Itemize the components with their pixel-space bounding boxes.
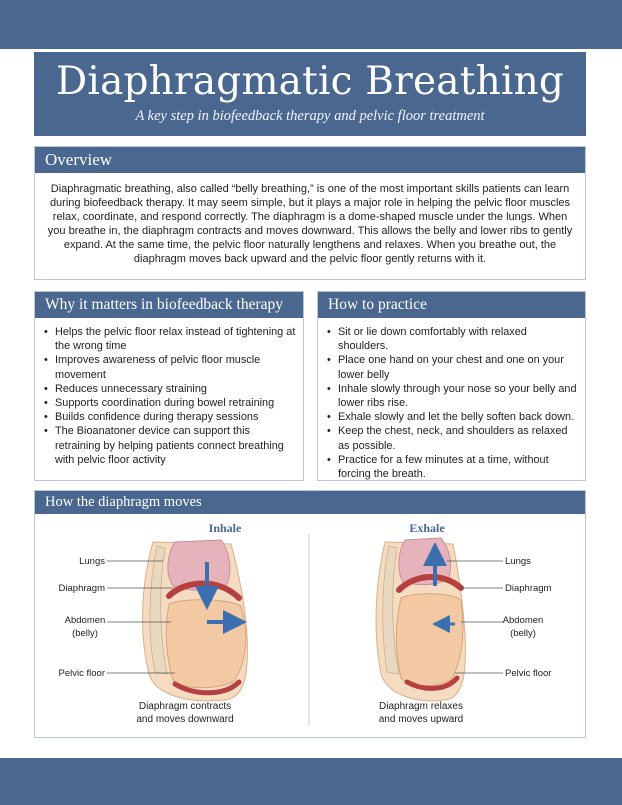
exhale-torso-figure — [376, 538, 465, 701]
why-heading: Why it matters in biofeedback therapy — [35, 292, 303, 318]
list-item: • Inhale slowly through your nose so your belly and lower ribs rise. — [327, 382, 579, 410]
inhale-caption-line2: and moves downward — [136, 714, 234, 725]
exhale-label-abdomen: Abdomen — [502, 615, 544, 626]
list-item: • Helps the pelvic floor relax instead of tightening at the wrong time — [44, 325, 297, 353]
list-item: • Supports coordination during bowel retraining — [44, 396, 297, 410]
exhale-label-lungs: Lungs — [505, 556, 531, 567]
inhale-label-lungs: Lungs — [79, 556, 105, 567]
list-item: • Sit or lie down comfortably with relaxed shoulders. — [327, 325, 579, 353]
title-banner — [34, 52, 586, 136]
why-list — [35, 318, 303, 467]
page-title: Diaphragmatic Breathing — [55, 59, 565, 104]
inhale-label-diaphragm: Diaphragm — [58, 583, 105, 594]
inhale-label-abdomen: Abdomen — [64, 615, 106, 626]
exhale-caption-line2: and moves upward — [378, 714, 464, 725]
list-item: • Improves awareness of pelvic floor muscle movement — [44, 353, 297, 381]
how-list — [318, 318, 585, 481]
exhale-title: Exhale — [409, 521, 445, 535]
list-item: • Practice for a few minutes at a time, without forcing the breath. — [327, 453, 579, 481]
overview-text: Diaphragmatic breathing, also called “belly breathing,” is one of the most important skills patients can learn during biofeedback therapy. It may seem simple, but it plays a major role in helping the pelvic floor muscles relax, coordinate, and respond correctly. The diaphragm is a dome-shaped muscle under the lungs. When you breathe in, the diaphragm contracts and moves downward. This allows the belly and lower ribs to gently expand. At the same time, the pelvic floor naturally lengthens and relaxes. When you breathe out, the diaphragm moves back upward and the pelvic floor gently returns with it. — [47, 183, 573, 265]
inhale-title: Inhale — [208, 521, 242, 535]
inhale-label-pelvic-floor: Pelvic floor — [58, 668, 105, 679]
diaphragm-illustration — [35, 514, 585, 737]
top-band — [0, 0, 622, 49]
list-item: • Exhale slowly and let the belly soften back down. — [327, 410, 579, 424]
list-item: • Reduces unnecessary straining — [44, 382, 297, 396]
inhale-caption-line1: Diaphragm contracts — [138, 701, 232, 712]
diaphragm-moves-section — [34, 490, 586, 738]
list-item: • Builds confidence during therapy sessions — [44, 410, 297, 424]
why-section — [34, 291, 304, 481]
bottom-band — [0, 758, 622, 805]
how-heading: How to practice — [318, 292, 585, 318]
exhale-label-belly: (belly) — [510, 628, 536, 639]
exhale-caption-line1: Diaphragm relaxes — [379, 701, 463, 712]
moves-heading: How the diaphragm moves — [35, 491, 585, 514]
how-section — [317, 291, 586, 481]
list-item: • Keep the chest, neck, and shoulders as relaxed as possible. — [327, 424, 579, 452]
overview-heading: Overview — [35, 147, 585, 173]
exhale-label-diaphragm: Diaphragm — [505, 583, 552, 594]
list-item: • The Bioanatoner device can support this retraining by helping patients connect breathing with pelvic floor activity — [44, 424, 297, 467]
inhale-label-belly: (belly) — [72, 628, 98, 639]
exhale-label-pelvic-floor: Pelvic floor — [505, 668, 552, 679]
page-subtitle: A key step in biofeedback therapy and pelvic floor treatment — [135, 108, 485, 124]
list-item: • Place one hand on your chest and one on your lower belly — [327, 353, 579, 381]
overview-section — [34, 146, 586, 280]
